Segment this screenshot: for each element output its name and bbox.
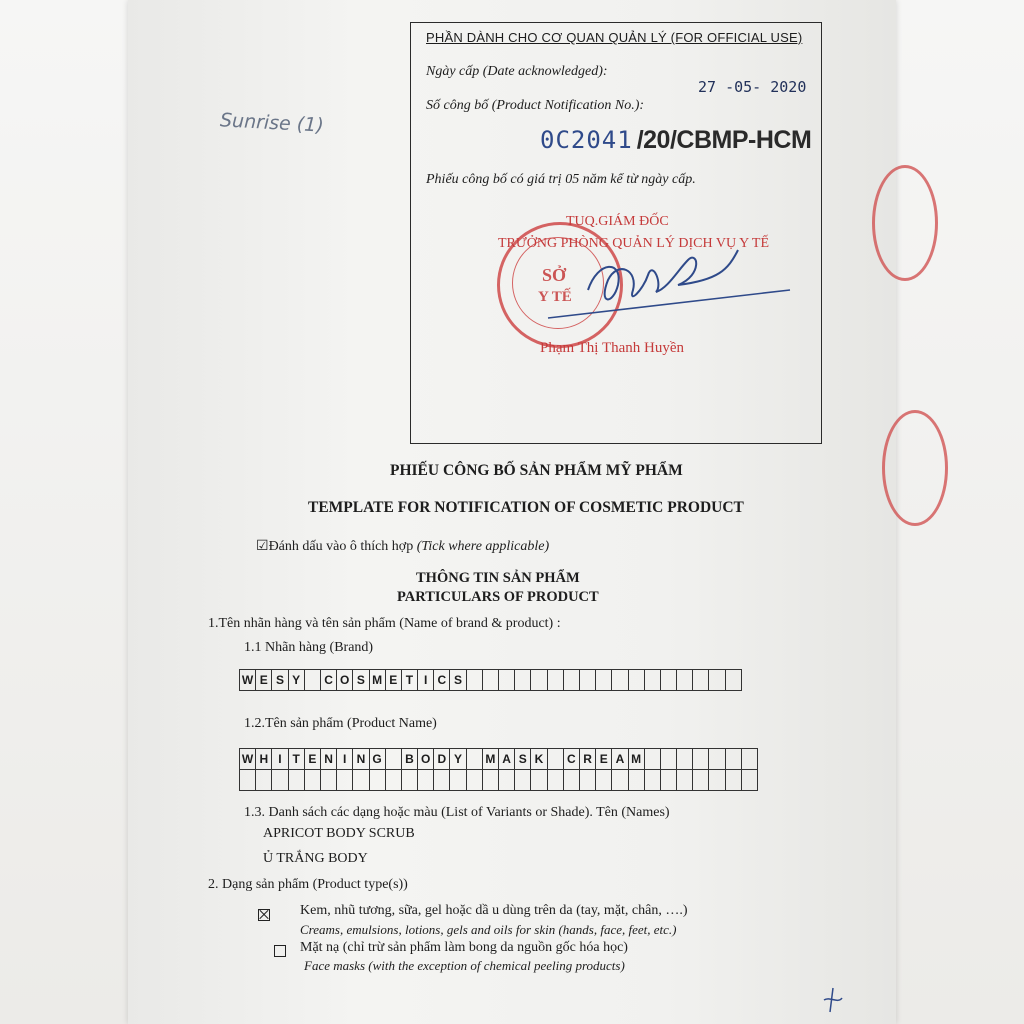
type-1-en: Creams, emulsions, lotions, gels and oils for skin (hands, face, feet, etc.) [300, 922, 677, 937]
tick-instruction-vi: Đánh dấu vào ô thích hợp [268, 539, 414, 554]
char-cell [676, 748, 693, 770]
char-cell [660, 769, 677, 791]
char-cell [466, 748, 483, 770]
char-cell [466, 669, 483, 691]
char-cell: T [288, 748, 305, 770]
char-cell [304, 769, 321, 791]
char-cell [611, 669, 628, 691]
char-cell [579, 669, 596, 691]
signatory-name: Phạm Thị Thanh Huyền [540, 340, 685, 356]
char-cell [547, 769, 564, 791]
seal-center-line-2: Y TẾ [538, 289, 572, 305]
tick-instruction-en: (Tick where applicable) [416, 539, 550, 554]
char-cell: I [271, 748, 288, 770]
question-1-1: 1.1 Nhãn hàng (Brand) [244, 640, 374, 655]
char-cell: S [352, 669, 369, 691]
char-cell [288, 769, 305, 791]
char-cell: I [336, 748, 353, 770]
char-cell: M [482, 748, 499, 770]
question-1-3: 1.3. Danh sách các dạng hoặc màu (List of Variants or Shade). Tên (Names) [244, 805, 670, 820]
char-cell [498, 769, 515, 791]
char-cell [385, 769, 402, 791]
char-cell: Y [449, 748, 466, 770]
char-cell [741, 748, 758, 770]
variant-2: Ủ TRẮNG BODY [263, 851, 368, 866]
char-cell: A [611, 748, 628, 770]
char-cell [336, 769, 353, 791]
char-cell [611, 769, 628, 791]
tick-instruction [256, 538, 549, 555]
char-cell [628, 669, 645, 691]
char-cell [692, 669, 709, 691]
char-cell [449, 769, 466, 791]
char-cell: Y [288, 669, 305, 691]
char-cell: H [255, 748, 272, 770]
signature [528, 230, 828, 340]
type-1-checkbox[interactable] [258, 909, 270, 921]
char-cell: C [563, 748, 580, 770]
char-cell: C [320, 669, 337, 691]
char-cell: D [433, 748, 450, 770]
notification-suffix: /20/CBMP-HCM [636, 126, 812, 154]
char-cell: K [530, 748, 547, 770]
char-cell [563, 769, 580, 791]
char-cell [741, 769, 758, 791]
date-value: 27 -05- 2020 [698, 78, 807, 96]
char-cell [725, 669, 742, 691]
char-cell: S [514, 748, 531, 770]
char-cell [514, 769, 531, 791]
char-cell [547, 748, 564, 770]
char-cell: S [449, 669, 466, 691]
char-cell [660, 669, 677, 691]
type-2-checkbox[interactable] [274, 945, 286, 957]
char-cell: S [271, 669, 288, 691]
checkmark-icon: ☑ [256, 539, 269, 554]
char-cell: N [352, 748, 369, 770]
official-heading: PHẦN DÀNH CHO CƠ QUAN QUẢN LÝ (FOR OFFICIAL USE) [426, 30, 803, 45]
char-cell: W [239, 748, 256, 770]
char-cell [482, 769, 499, 791]
char-cell: E [304, 748, 321, 770]
char-cell [255, 769, 272, 791]
char-cell [385, 748, 402, 770]
char-cell [530, 769, 547, 791]
char-cell: A [498, 748, 515, 770]
char-cell: N [320, 748, 337, 770]
char-cell [595, 669, 612, 691]
char-cell [498, 669, 515, 691]
char-cell [239, 769, 256, 791]
type-2-vi: Mặt nạ (chỉ trừ sản phẩm làm bong da nguồn gốc hóa học) [300, 940, 628, 955]
char-cell [725, 748, 742, 770]
char-cell [579, 769, 596, 791]
notification-number [540, 126, 811, 155]
char-cell [563, 669, 580, 691]
char-cell: E [385, 669, 402, 691]
char-cell [482, 669, 499, 691]
char-cell: W [239, 669, 256, 691]
char-cell [692, 748, 709, 770]
date-label: Ngày cấp (Date acknowledged): [426, 64, 608, 79]
variant-1: APRICOT BODY SCRUB [263, 826, 415, 841]
question-2: 2. Dạng sản phẩm (Product type(s)) [208, 877, 408, 892]
handwritten-note: Sunrise (1) [219, 109, 325, 137]
char-cell: T [401, 669, 418, 691]
char-cell [320, 769, 337, 791]
type-2-en: Face masks (with the exception of chemical peeling products) [304, 958, 625, 973]
char-cell [628, 769, 645, 791]
brand-char-grid [240, 669, 742, 691]
char-cell [417, 769, 434, 791]
question-1: 1.Tên nhãn hàng và tên sản phẩm (Name of brand & product) : [208, 616, 561, 631]
char-cell [547, 669, 564, 691]
title-english: TEMPLATE FOR NOTIFICATION OF COSMETIC PRODUCT [308, 499, 744, 516]
side-stamp-top [872, 165, 938, 281]
char-cell [708, 769, 725, 791]
char-cell [514, 669, 531, 691]
char-cell [725, 769, 742, 791]
char-cell [708, 748, 725, 770]
char-cell [676, 669, 693, 691]
char-cell [352, 769, 369, 791]
product-char-grid-row-2 [240, 769, 758, 791]
char-cell: E [595, 748, 612, 770]
signatory-title-1: TUQ.GIÁM ĐỐC [566, 214, 669, 229]
char-cell: E [255, 669, 272, 691]
char-cell: O [336, 669, 353, 691]
char-cell [644, 748, 661, 770]
char-cell: R [579, 748, 596, 770]
initial-mark [818, 986, 848, 1016]
char-cell [644, 769, 661, 791]
char-cell: G [369, 748, 386, 770]
signatory-title-2: TRƯỞNG PHÒNG QUẢN LÝ DỊCH VỤ Y TẾ [498, 236, 770, 251]
notification-label: Số công bố (Product Notification No.): [426, 98, 645, 113]
char-cell: I [417, 669, 434, 691]
char-cell [433, 769, 450, 791]
char-cell: M [628, 748, 645, 770]
char-cell [530, 669, 547, 691]
char-cell [466, 769, 483, 791]
seal-center-line-1: SỞ [542, 265, 567, 285]
char-cell: O [417, 748, 434, 770]
notification-number-value: 0C2041 [540, 126, 633, 154]
type-1-vi: Kem, nhũ tương, sữa, gel hoặc dầ u dùng trên da (tay, mặt, chân, ….) [300, 903, 688, 918]
char-cell [271, 769, 288, 791]
char-cell [708, 669, 725, 691]
char-cell [660, 748, 677, 770]
char-cell [692, 769, 709, 791]
char-cell: B [401, 748, 418, 770]
section-title-vi: THÔNG TIN SẢN PHẨM [416, 570, 580, 586]
char-cell: M [369, 669, 386, 691]
char-cell [676, 769, 693, 791]
side-stamp-bottom [882, 410, 948, 526]
char-cell [304, 669, 321, 691]
char-cell: C [433, 669, 450, 691]
question-1-2: 1.2.Tên sản phẩm (Product Name) [244, 716, 437, 731]
section-title-en: PARTICULARS OF PRODUCT [397, 589, 599, 605]
char-cell [401, 769, 418, 791]
validity-note: Phiếu công bố có giá trị 05 năm kể từ ngày cấp. [426, 172, 696, 187]
title-vietnamese: PHIẾU CÔNG BỐ SẢN PHẨM MỸ PHẨM [390, 462, 683, 479]
char-cell [369, 769, 386, 791]
char-cell [595, 769, 612, 791]
char-cell [644, 669, 661, 691]
product-char-grid [240, 748, 758, 770]
